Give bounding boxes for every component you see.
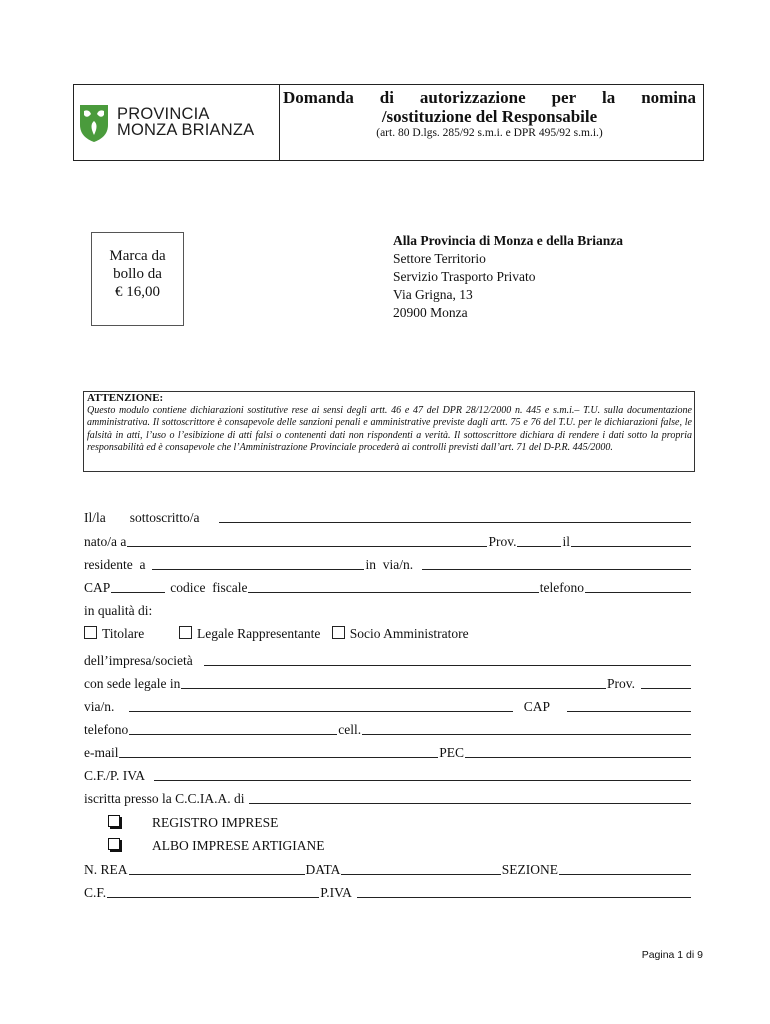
label-cell: cell.	[338, 722, 362, 737]
field-sottoscritto[interactable]	[219, 509, 692, 523]
document-title	[283, 88, 696, 108]
option-registro[interactable]	[108, 815, 278, 831]
field-nato[interactable]	[127, 533, 487, 547]
label-residente: residente a	[84, 557, 146, 572]
option-legale-label: Legale Rappresentante	[197, 626, 321, 641]
field-codice-fiscale[interactable]	[248, 579, 538, 593]
label-piva: P.IVA	[320, 885, 352, 900]
label-sezione: SEZIONE	[501, 862, 558, 877]
recipient-name: Alla Provincia di Monza e della Brianza	[393, 233, 623, 248]
label-cfpiva: C.F./P. IVA	[84, 768, 145, 783]
field-prov2[interactable]	[641, 675, 691, 689]
label-telefono2: telefono	[84, 722, 129, 737]
form-row-cfpiva	[84, 767, 692, 785]
form-row-impresa	[84, 652, 692, 670]
province-emblem-icon	[77, 101, 111, 143]
revenue-stamp-text	[91, 247, 184, 301]
title-word: per	[551, 88, 577, 107]
form-row-email	[84, 744, 692, 762]
label-telefono: telefono	[539, 580, 584, 595]
label-nrea: N. REA	[84, 862, 128, 877]
field-telefono2[interactable]	[129, 721, 337, 735]
field-impresa[interactable]	[204, 652, 691, 666]
label-ilLa: Il/la	[84, 510, 106, 525]
option-legale[interactable]	[179, 626, 320, 642]
form-row-telefono2	[84, 721, 692, 739]
recipient-line: Settore Territorio	[393, 251, 486, 266]
label-qualita: in qualità di:	[84, 603, 153, 618]
stamp-line: bollo da	[113, 266, 162, 282]
legal-reference: (art. 80 D.lgs. 285/92 s.m.i. e DPR 495/92 s.m.i.)	[376, 127, 603, 139]
stamp-line: € 16,00	[115, 284, 160, 300]
form-row-sede	[84, 675, 692, 693]
checkbox-albo-icon[interactable]	[108, 838, 120, 850]
checkbox-registro-icon[interactable]	[108, 815, 120, 827]
label-sottoscritto: sottoscritto/a	[129, 510, 200, 525]
form-row-rea	[84, 861, 692, 879]
stamp-line: Marca da	[109, 248, 166, 264]
field-cfpiva[interactable]	[154, 767, 691, 781]
form-row-cap	[84, 579, 692, 597]
attention-title: ATTENZIONE:	[87, 392, 164, 404]
option-registro-label: REGISTRO IMPRESE	[152, 815, 279, 830]
option-socio-label: Socio Amministratore	[349, 626, 469, 641]
checkbox-legale[interactable]	[179, 626, 192, 639]
field-residente[interactable]	[152, 556, 364, 570]
field-cell[interactable]	[362, 721, 691, 735]
field-nrea[interactable]	[129, 861, 305, 875]
field-data-nascita[interactable]	[571, 533, 691, 547]
logo-wordmark	[117, 106, 254, 138]
title-word: Domanda	[283, 88, 354, 107]
recipient-address	[393, 232, 623, 322]
role-options	[84, 626, 477, 642]
field-email[interactable]	[119, 744, 438, 758]
logo-line1: PROVINCIA	[117, 105, 210, 123]
label-cciaa: iscritta presso la C.C.IA.A. di	[84, 791, 245, 806]
label-pec: PEC	[439, 745, 464, 760]
logo-line2: MONZA BRIANZA	[117, 121, 255, 139]
form-row-cf	[84, 884, 692, 902]
field-sezione[interactable]	[559, 861, 691, 875]
label-prov2: Prov.	[606, 676, 635, 691]
label-prov: Prov.	[488, 534, 517, 549]
label-cap2: CAP	[523, 699, 550, 714]
field-via2[interactable]	[129, 698, 512, 712]
field-telefono[interactable]	[585, 579, 691, 593]
label-data: DATA	[305, 862, 341, 877]
title-word: la	[602, 88, 616, 107]
field-piva[interactable]	[357, 884, 691, 898]
option-albo[interactable]	[108, 838, 324, 854]
option-socio[interactable]	[332, 626, 469, 642]
form-row-via2	[84, 698, 692, 716]
label-email: e-mail	[84, 745, 119, 760]
recipient-line: 20900 Monza	[393, 305, 468, 320]
title-word: autorizzazione	[419, 88, 526, 107]
label-cap: CAP	[84, 580, 111, 595]
label-via: in via/n.	[365, 557, 414, 572]
province-logo	[77, 98, 277, 146]
label-sede: con sede legale in	[84, 676, 181, 691]
option-albo-label: ALBO IMPRESE ARTIGIANE	[152, 838, 325, 853]
form-row-residente	[84, 556, 692, 574]
field-via[interactable]	[422, 556, 691, 570]
attention-body: Questo modulo contiene dichiarazioni sostitutive rese ai sensi degli artt. 46 e 47 del DPR 28/12/2000 n. 445 e s.m.i.– T.U. sulla documentazione amministrativa. Il sottoscrittore è consapevole delle sanzioni penali e amministrative previste dagli artt. 75 e 76 del T.U. per le dichiarazioni false, le falsità in atti, l’uso o l’esibizione di atti falsi o contenenti dati non rispondenti a verità. Il sottoscrittore dichiara di rendere i dati sotto la propria responsabilità ed è consapevole che l’Amministrazione Provinciale procederà ai controlli previsti dall’art. 71 del D-P.R. 445/2000.	[87, 405, 692, 454]
field-prov[interactable]	[517, 533, 561, 547]
label-cf: C.F.	[84, 885, 107, 900]
form-row-qualita	[84, 602, 692, 620]
field-data[interactable]	[341, 861, 500, 875]
document-title-line2: /sostituzione del Responsabile	[381, 107, 598, 126]
label-impresa: dell’impresa/società	[84, 653, 193, 668]
recipient-line: Via Grigna, 13	[393, 287, 473, 302]
checkbox-titolare[interactable]	[84, 626, 97, 639]
field-cap[interactable]	[111, 579, 165, 593]
page-number: Pagina 1 di 9	[641, 949, 703, 961]
field-cap2[interactable]	[567, 698, 691, 712]
form-row-cciaa	[84, 790, 692, 808]
title-word: di	[379, 88, 394, 107]
title-word: nomina	[641, 88, 696, 107]
option-titolare[interactable]	[84, 626, 144, 642]
recipient-line: Servizio Trasporto Privato	[393, 269, 536, 284]
label-nato: nato/a a	[84, 534, 127, 549]
form-row-sottoscritto	[84, 509, 692, 527]
label-codice-fiscale: codice fiscale	[170, 580, 248, 595]
form-row-nato	[84, 533, 692, 551]
checkbox-socio[interactable]	[332, 626, 345, 639]
field-cf[interactable]	[107, 884, 319, 898]
label-il: il	[562, 534, 570, 549]
field-sede[interactable]	[181, 675, 606, 689]
label-via2: via/n.	[84, 699, 115, 714]
field-cciaa[interactable]	[249, 790, 691, 804]
header-divider	[279, 84, 280, 161]
option-titolare-label: Titolare	[102, 626, 145, 641]
field-pec[interactable]	[465, 744, 691, 758]
